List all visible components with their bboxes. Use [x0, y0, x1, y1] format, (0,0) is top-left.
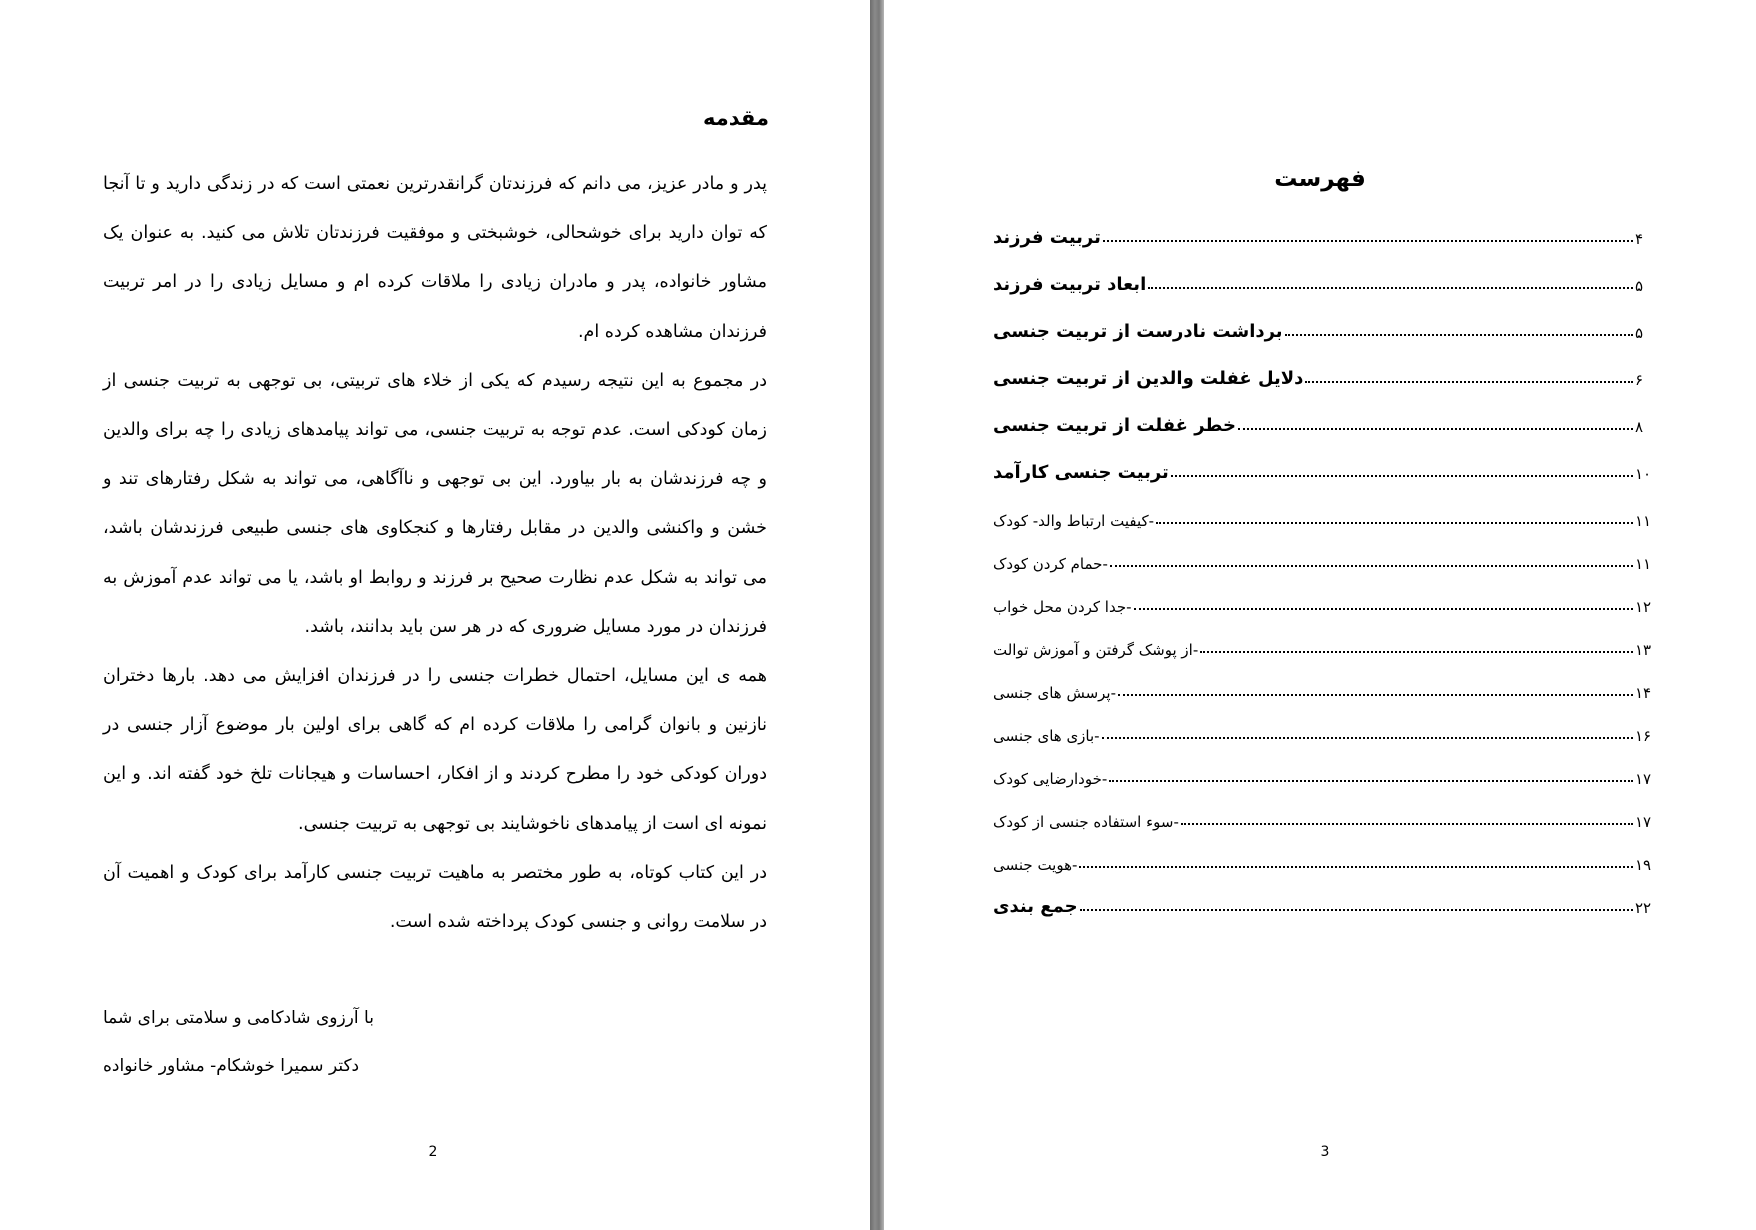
toc-entry-page-number: ۱۶ [1635, 727, 1652, 745]
toc-entry[interactable] [991, 891, 1653, 917]
toc-entry-label: -حمام کردن کودک [993, 555, 1108, 573]
toc-entry-label: برداشت نادرست از تربیت جنسی [993, 321, 1283, 342]
toc-entry-label: -بازی های جنسی [993, 727, 1100, 745]
page-table-of-contents [884, 0, 1756, 1230]
toc-entry[interactable] [991, 504, 1653, 530]
toc-dot-leader [1305, 380, 1633, 383]
toc-entry-page-number: ۸ [1635, 418, 1644, 436]
toc-entry-label: -جدا کردن محل خواب [993, 598, 1132, 616]
toc-entry-label: -از پوشک گرفتن و آموزش توالت [993, 641, 1199, 659]
toc-entry[interactable] [991, 762, 1653, 788]
toc-entry-page-number: ۴ [1635, 230, 1644, 248]
toc-entry-label: -خودارضایی کودک [993, 770, 1108, 788]
toc-entry-page-number: ۱۳ [1635, 641, 1652, 659]
toc-entry-page-number: ۵ [1635, 324, 1644, 342]
toc-entry[interactable] [991, 848, 1653, 874]
toc-entry-label: دلایل غفلت والدین از تربیت جنسی [993, 368, 1304, 389]
toc-entry-page-number: ۶ [1635, 371, 1644, 389]
toc-entry-page-number: ۱۷ [1635, 813, 1652, 831]
toc-dot-leader [1102, 736, 1633, 739]
toc-entry-page-number: ۱۲ [1635, 598, 1652, 616]
toc-entry-page-number: ۱۱ [1635, 512, 1652, 530]
toc-list [884, 0, 1756, 1230]
author-signature: دکتر سمیرا خوشکام- مشاور خانواده [103, 1056, 360, 1076]
toc-dot-leader [1118, 693, 1633, 696]
introduction-paragraph-2: در مجموع به این نتیجه رسیدم که یکی از خلاء های تربیتی، بی توجهی به تربیت جنسی از زمان کودکی است. عدم توجه به تربیت جنسی، می تواند پیامدهای زیادی را چه برای والدین و چه فرزندشان به بار بیاورد. این بی توجهی و ناآگاهی، می تواند به شکل رفتارهای تند و خشن و واکنشی والدین در مقابل رفتارها و کنجکاوی های جنسی طبیعی فرزندشان باشد، می تواند به شکل عدم نظارت صحیح بر فرزند و روابط او باشد، یا می تواند عدم آموزش به فرزندان در مورد مسایل ضروری که در هر سن باید بدانند، باشد. [103, 370, 767, 637]
toc-dot-leader [1181, 822, 1633, 825]
toc-entry-label: ابعاد تربیت فرزند [993, 274, 1147, 295]
toc-dot-leader [1079, 865, 1633, 868]
toc-dot-leader [1110, 564, 1633, 567]
toc-dot-leader [1148, 286, 1633, 289]
toc-title: فهرست [1274, 166, 1366, 192]
toc-entry-page-number: ۱۰ [1635, 465, 1652, 483]
toc-entry[interactable] [991, 590, 1653, 616]
page-number-left: 2 [428, 1144, 438, 1160]
toc-entry[interactable] [991, 547, 1653, 573]
toc-entry[interactable] [991, 222, 1653, 248]
toc-entry-page-number: ۵ [1635, 277, 1644, 295]
toc-entry[interactable] [991, 363, 1653, 389]
introduction-body [103, 160, 767, 947]
toc-entry[interactable] [991, 805, 1653, 831]
toc-dot-leader [1109, 779, 1633, 782]
introduction-title: مقدمه [703, 106, 769, 130]
introduction-paragraph-1: پدر و مادر عزیز، می دانم که فرزندتان گرانقدرترین نعمتی است که در زندگی دارید و تا آنجا که توان دارید برای خوشحالی، خوشبختی و موفقیت فرزندتان تلاش می کنید. به عنوان یک مشاور خانواده، پدر و مادران زیادی را ملاقات کرده ام و مسایل زیادی را در امر تربیت فرزندان مشاهده کرده ام. [103, 174, 767, 342]
toc-entry-page-number: ۱۱ [1635, 555, 1652, 573]
toc-entry[interactable] [991, 633, 1653, 659]
introduction-paragraph-3: همه ی این مسایل، احتمال خطرات جنسی را در فرزندان افزایش می دهد. بارها دختران نازنین و بانوان گرامی را ملاقات کرده ام که گاهی برای اولین بار موضوع آزار جنسی در دوران کودکی خود را مطرح کردند و از افکار، احساسات و هیجانات تلخ خود گفته اند. و این نمونه ای است از پیامدهای ناخوشایند بی توجهی به تربیت جنسی. [103, 666, 767, 834]
toc-dot-leader [1103, 239, 1633, 242]
toc-dot-leader [1134, 607, 1633, 610]
toc-dot-leader [1080, 908, 1633, 911]
page-introduction [0, 0, 870, 1230]
toc-entry-label: خطر غفلت از تربیت جنسی [993, 415, 1236, 436]
toc-dot-leader [1171, 474, 1633, 477]
toc-entry-label: -پرسش های جنسی [993, 684, 1116, 702]
page-gutter-divider [870, 0, 884, 1230]
toc-entry[interactable] [991, 719, 1653, 745]
toc-entry-label: -هویت جنسی [993, 856, 1078, 874]
toc-entry[interactable] [991, 410, 1653, 436]
toc-dot-leader [1156, 521, 1633, 524]
toc-entry-page-number: ۱۷ [1635, 770, 1652, 788]
toc-entry[interactable] [991, 457, 1653, 483]
toc-entry[interactable] [991, 316, 1653, 342]
toc-entry[interactable] [991, 676, 1653, 702]
toc-entry-page-number: ۱۹ [1635, 856, 1652, 874]
toc-dot-leader [1238, 427, 1633, 430]
toc-entry-page-number: ۱۴ [1635, 684, 1652, 702]
toc-entry-label: تربیت فرزند [993, 227, 1101, 248]
toc-entry-page-number: ۲۲ [1635, 899, 1652, 917]
toc-entry-label: جمع بندی [993, 896, 1078, 917]
toc-entry-label: تربیت جنسی کارآمد [993, 462, 1169, 483]
introduction-paragraph-4: در این کتاب کوتاه، به طور مختصر به ماهیت تربیت جنسی کارآمد برای کودک و اهمیت آن در سلامت روانی و جنسی کودک پرداخته شده است. [103, 862, 767, 933]
toc-entry[interactable] [991, 269, 1653, 295]
page-number-right: 3 [1320, 1144, 1330, 1160]
closing-wish: با آرزوی شادکامی و سلامتی برای شما [103, 1008, 374, 1028]
toc-dot-leader [1285, 333, 1633, 336]
toc-entry-label: -کیفیت ارتباط والد- کودک [993, 512, 1155, 530]
toc-entry-label: -سوء استفاده جنسی از کودک [993, 813, 1179, 831]
toc-dot-leader [1200, 650, 1633, 653]
